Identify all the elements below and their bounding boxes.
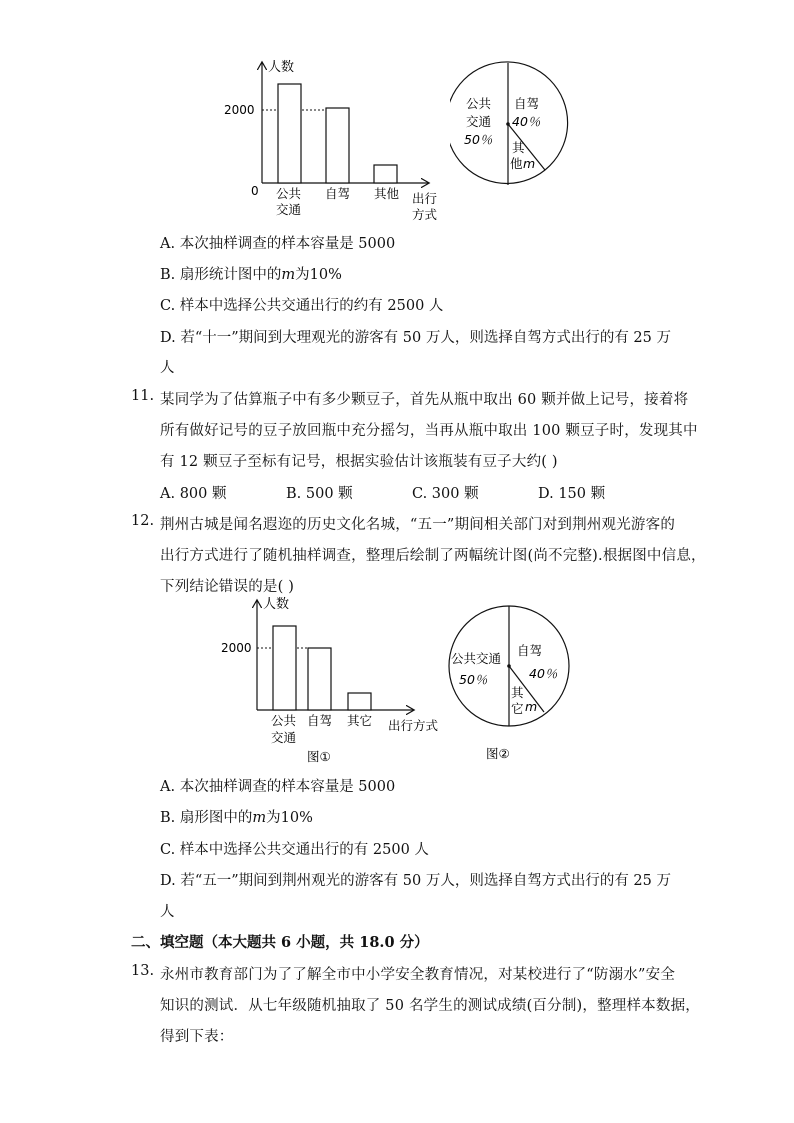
origin-label: 0 <box>251 184 259 198</box>
q12-option-c: C. 样本中选择公共交通出行的有 2500 人 <box>160 842 429 858</box>
tick-2000: 2000 <box>224 103 255 117</box>
q13-number: 13. <box>131 963 155 979</box>
q12-option-d-cont: 人 <box>160 904 175 920</box>
figure1-bar-chart <box>220 55 450 225</box>
cat-public-l2: 交通 <box>271 730 297 745</box>
q12-number: 12. <box>131 513 155 529</box>
q11-option-a: A. 800 颗 <box>160 486 227 502</box>
q12-option-a: A. 本次抽样调查的样本容量是 5000 <box>160 779 396 795</box>
x-axis-label: 出行方式 <box>388 718 439 733</box>
figure1-pie-chart <box>450 60 570 190</box>
y-axis-label: 人数 <box>263 597 290 612</box>
figure2-pie-chart <box>445 600 575 770</box>
pie-public-l1: 公共 <box>466 96 492 111</box>
pie-other-l1: 其 <box>512 140 525 155</box>
cat-public-l1: 公共 <box>276 186 302 201</box>
cat-other: 其它 <box>347 713 373 728</box>
q10-option-b: B. 扇形统计图中的m为10% <box>160 267 342 283</box>
q11-number: 11. <box>131 388 155 404</box>
q10-option-c: C. 样本中选择公共交通出行的约有 2500 人 <box>160 298 444 314</box>
tick-2000: 2000 <box>221 641 252 655</box>
pie-public-label: 公共交通 <box>451 651 502 666</box>
cat-self-drive: 自驾 <box>325 186 351 201</box>
q13-line2: 知识的测试．从七年级随机抽取了 50 名学生的测试成绩(百分制)，整理样本数据， <box>160 998 700 1014</box>
cat-public-l1: 公共 <box>271 713 297 728</box>
q11-option-b: B. 500 颗 <box>286 486 353 502</box>
q12-line3: 下列结论错误的是( ) <box>160 579 295 595</box>
bar-other <box>374 165 397 183</box>
q12-option-d: D. 若“五一”期间到荆州观光的游客有 50 万人，则选择自驾方式出行的有 25 万 <box>160 873 671 889</box>
y-axis-label: 人数 <box>268 60 295 75</box>
pie-other-m: m <box>525 699 538 714</box>
q12-line1: 荆州古城是闻名遐迩的历史文化名城，“五一”期间相关部门对到荆州观光游客的 <box>160 517 676 533</box>
pie-public-l2: 交通 <box>466 114 492 129</box>
pie-other-l1: 其 <box>511 685 524 700</box>
q10-option-a: A. 本次抽样调查的样本容量是 5000 <box>160 236 396 252</box>
pie-self-label: 自驾 <box>517 643 543 658</box>
bar-self-drive <box>308 648 331 710</box>
cat-public-l2: 交通 <box>276 202 302 217</box>
pie-public-pct: 50％ <box>459 672 488 687</box>
q11-line3: 有 12 颗豆子至标有记号，根据实验估计该瓶装有豆子大约( ) <box>160 454 558 470</box>
q11-line1: 某同学为了估算瓶子中有多少颗豆子，首先从瓶中取出 60 颗并做上记号，接着将 <box>160 392 689 408</box>
x-axis-label-l1: 出行 <box>412 191 438 206</box>
q12-option-b: B. 扇形图中的m为10% <box>160 810 313 826</box>
cat-self-drive: 自驾 <box>307 713 333 728</box>
q12-line2: 出行方式进行了随机抽样调查，整理后绘制了两幅统计图(尚不完整).根据图中信息， <box>160 548 706 564</box>
q11-option-c: C. 300 颗 <box>412 486 479 502</box>
q13-line3: 得到下表： <box>160 1029 234 1045</box>
pie-other-l2: 他 <box>510 156 523 171</box>
bar-public-transport <box>273 626 296 710</box>
pie-self-l1: 自驾 <box>514 96 540 111</box>
q11-line2: 所有做好记号的豆子放回瓶中充分摇匀，当再从瓶中取出 100 颗豆子时，发现其中 <box>160 423 698 439</box>
q13-line1: 永州市教育部门为了了解全市中小学安全教育情况，对某校进行了“防溺水”安全 <box>160 967 676 983</box>
q11-option-d: D. 150 颗 <box>538 486 606 502</box>
pie-self-pct: 40％ <box>512 114 541 129</box>
pie-public-pct: 50％ <box>464 132 493 147</box>
bar-self-drive <box>326 108 349 183</box>
pie-other-l2: 它 <box>511 701 524 716</box>
pie-other-m: m <box>523 156 536 171</box>
pie-center-dot <box>507 664 511 668</box>
cat-other: 其他 <box>374 186 400 201</box>
figure1-caption: 图① <box>307 749 331 764</box>
section-heading-fill-in: 二、填空题（本大题共 6 小题，共 18.0 分） <box>131 934 429 951</box>
q10-option-d: D. 若“十一”期间到大理观光的游客有 50 万人，则选择自驾方式出行的有 25 万 <box>160 330 671 346</box>
figure2-bar-chart <box>215 595 455 770</box>
x-axis-label-l2: 方式 <box>412 207 438 222</box>
pie-center-dot <box>506 122 510 126</box>
pie-self-pct: 40％ <box>529 666 558 681</box>
figure2-caption: 图② <box>486 746 510 761</box>
q10-option-d-cont: 人 <box>160 360 175 376</box>
bar-other <box>348 693 371 710</box>
bar-public-transport <box>278 84 301 183</box>
